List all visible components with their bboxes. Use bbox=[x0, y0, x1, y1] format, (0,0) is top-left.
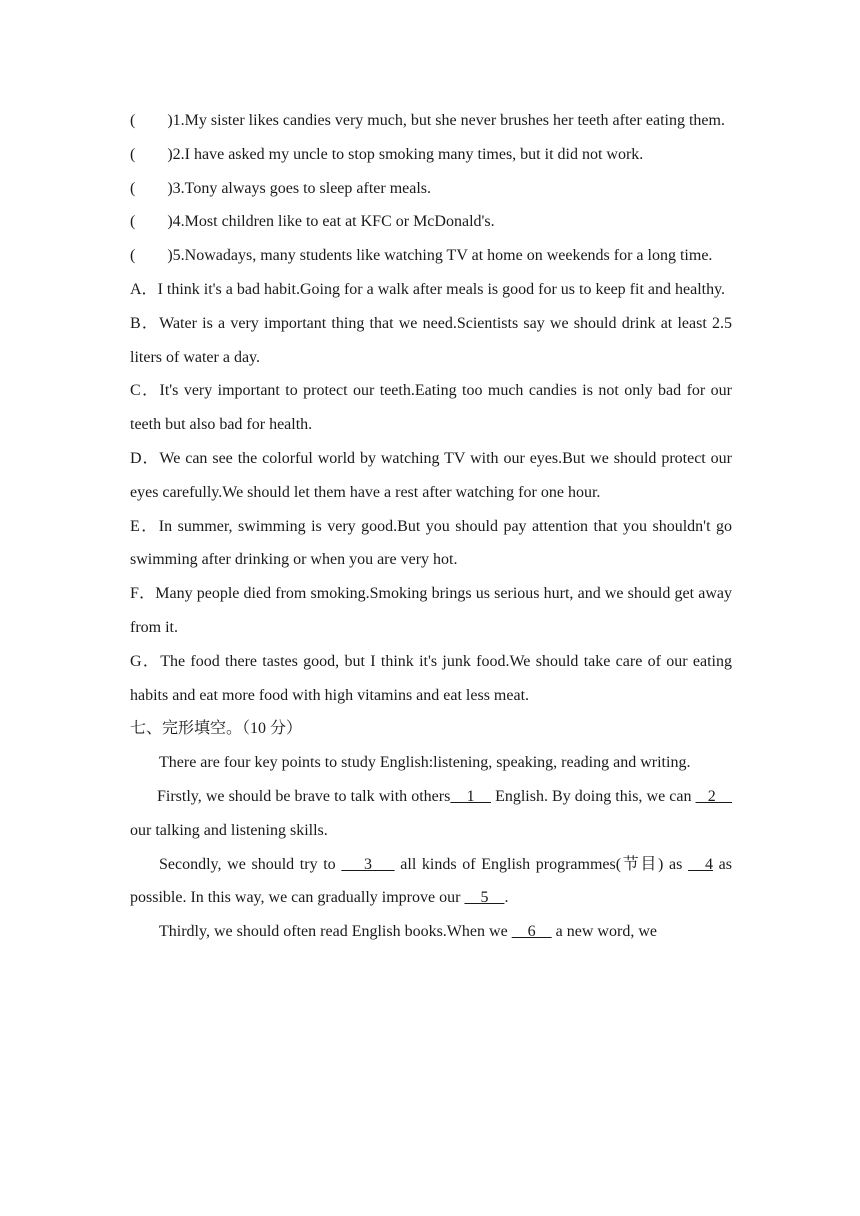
option-text: In summer, swimming is very good.But you should pay attention that you shouldn't go swimming after drinking or when you are very hot. bbox=[130, 517, 733, 569]
option-c bbox=[130, 374, 732, 442]
option-letter: A． bbox=[130, 280, 158, 298]
cloze-blank-1: 1 bbox=[450, 787, 491, 805]
answer-blank: ( ) bbox=[130, 145, 173, 163]
answer-blank: ( ) bbox=[130, 213, 173, 231]
option-text: Water is a very important thing that we need.Scientists say we should drink at least 2.5 liters of water a day. bbox=[130, 314, 732, 366]
option-text: It's very important to protect our teeth.Eating too much candies is not only bad for our teeth but also bad for health. bbox=[130, 382, 732, 434]
cloze-text: as possible. In this way, we can gradually improve our bbox=[130, 855, 733, 907]
option-letter: F． bbox=[130, 585, 156, 603]
option-letter: B． bbox=[130, 314, 160, 332]
cloze-blank-5: 5 bbox=[464, 889, 505, 907]
question-text: 4.Most children like to eat at KFC or McDonald's. bbox=[172, 213, 495, 231]
cloze-paragraph-3 bbox=[130, 848, 732, 916]
cloze-text: English. By doing this, we can bbox=[490, 787, 696, 805]
question-1 bbox=[130, 104, 732, 138]
answer-blank: ( ) bbox=[130, 247, 173, 265]
option-text: We can see the colorful world by watching TV with our eyes.But we should protect our eyes carefully.We should let them have a rest after watching for one hour. bbox=[130, 449, 732, 501]
cloze-text: Secondly, we should try to bbox=[159, 855, 342, 873]
option-letter: G． bbox=[130, 652, 161, 670]
section-heading: 七、完形填空。（10 分） bbox=[130, 720, 303, 738]
document-page bbox=[130, 104, 732, 949]
option-letter: C． bbox=[130, 382, 160, 400]
question-3 bbox=[130, 172, 732, 206]
option-text: The food there tastes good, but I think it's junk food.We should take care of our eating habits and eat more food with high vitamins and eat less meat. bbox=[130, 652, 732, 704]
question-text: 2.I have asked my uncle to stop smoking many times, but it did not work. bbox=[172, 145, 644, 163]
cloze-text: Thirdly, we should often read English books.When we bbox=[159, 923, 512, 941]
cloze-paragraph-1: There are four key points to study English:listening, speaking, reading and writing. bbox=[159, 754, 691, 772]
cloze-text: all kinds of English programmes(节目) as bbox=[394, 855, 689, 873]
question-5 bbox=[130, 239, 732, 273]
cloze-text: our talking and listening skills. bbox=[130, 821, 328, 839]
question-text: 3.Tony always goes to sleep after meals. bbox=[172, 179, 432, 197]
option-d bbox=[130, 442, 732, 510]
cloze-text: a new word, we bbox=[551, 923, 657, 941]
answer-blank: ( ) bbox=[130, 112, 173, 129]
option-e bbox=[130, 510, 732, 578]
cloze-blank-3: 3 bbox=[341, 855, 395, 873]
option-letter: D． bbox=[130, 449, 160, 467]
option-g bbox=[130, 645, 732, 713]
option-f bbox=[130, 577, 732, 645]
option-letter: E． bbox=[130, 517, 159, 535]
question-4 bbox=[130, 205, 732, 239]
option-a bbox=[130, 273, 732, 307]
option-text: I think it's a bad habit.Going for a walk after meals is good for us to keep fit and healthy. bbox=[157, 280, 726, 298]
cloze-paragraph-2 bbox=[130, 780, 732, 848]
cloze-text: Firstly, we should be brave to talk with others bbox=[157, 787, 451, 805]
answer-blank: ( ) bbox=[130, 179, 173, 197]
cloze-blank-6: 6 bbox=[511, 923, 552, 941]
cloze-paragraph-4 bbox=[130, 915, 732, 949]
option-text: Many people died from smoking.Smoking brings us serious hurt, and we should get away from it. bbox=[130, 585, 732, 636]
cloze-text: . bbox=[504, 889, 509, 907]
cloze-blank-2: 2 bbox=[695, 787, 733, 805]
question-2 bbox=[130, 138, 732, 172]
question-text: 5.Nowadays, many students like watching TV at home on weekends for a long time. bbox=[172, 247, 713, 265]
option-b bbox=[130, 307, 732, 375]
question-text: 1.My sister likes candies very much, but she never brushes her teeth after eating them. bbox=[172, 112, 725, 129]
cloze-blank-4: 4 bbox=[688, 855, 714, 873]
